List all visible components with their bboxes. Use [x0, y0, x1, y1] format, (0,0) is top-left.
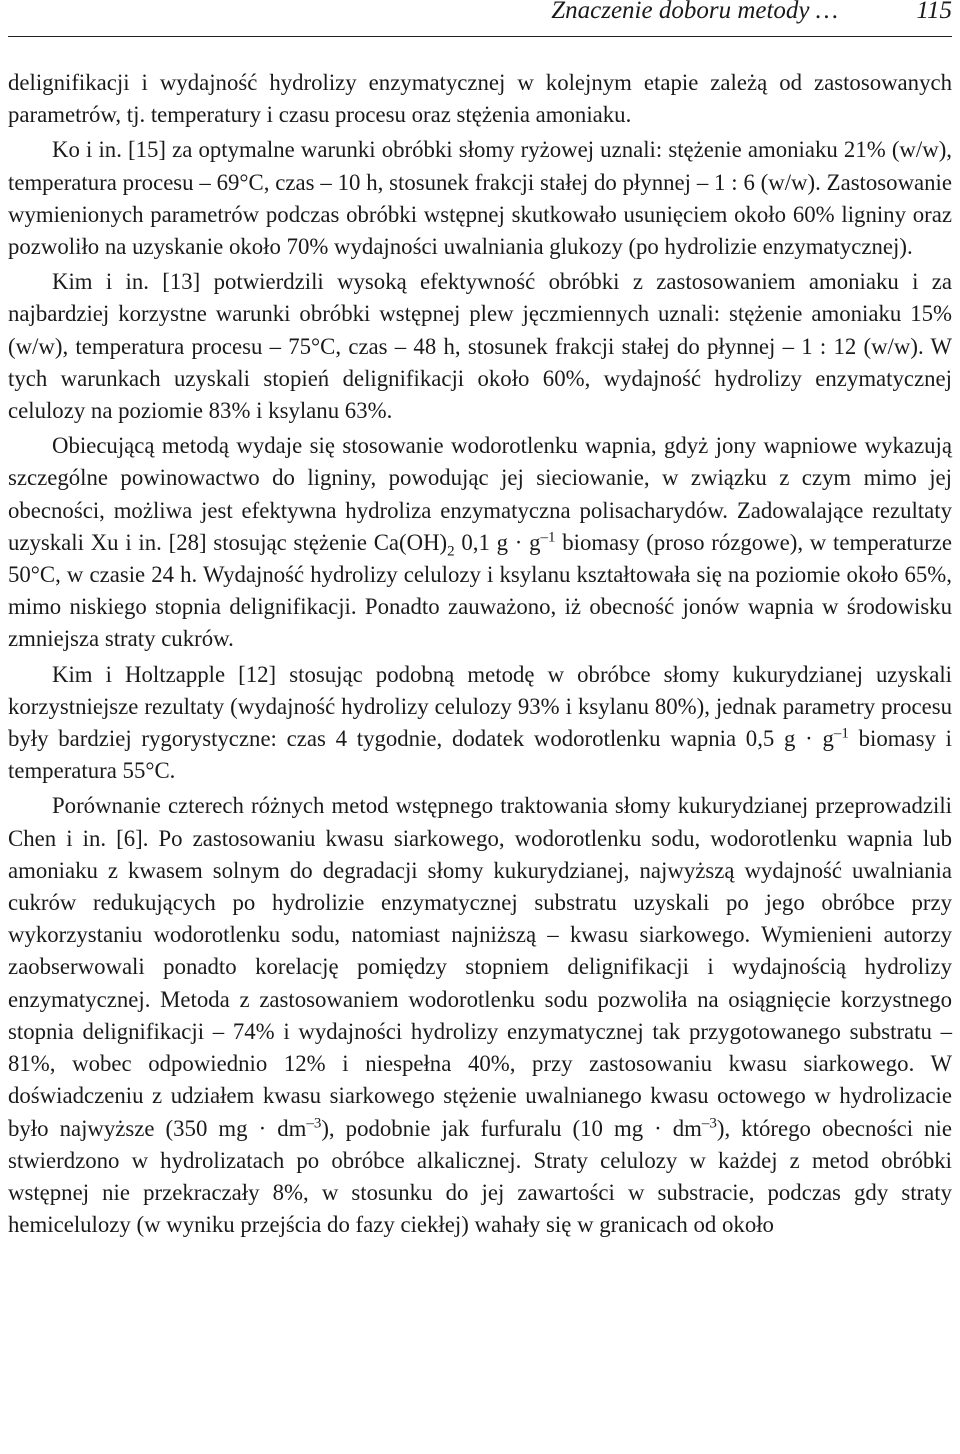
superscript-minus-1: –1	[833, 725, 849, 742]
paragraph-6-part-b: ), podobnie jak furfuralu (10 mg · dm	[321, 1115, 702, 1141]
paragraph-4-part-b: 0,1 g · g	[454, 529, 541, 555]
paragraph-4-part-a: Obiecującą metodą wydaje się stosowanie wodorotlenku wapnia, gdyż jony wapniowe wykazują szczególne powinowactwo do ligniny, powodując jej sieciowanie, w związku z czym mimo jej obecności, możliwa jest efektywna hydroliza enzymatyczna polisacharydów. Zadowalające rezultaty uzyskali Xu i in. [28] stosując stężenie Ca(OH)	[8, 433, 952, 555]
paragraph-3: Kim i in. [13] potwierdzili wysoką efektywność obróbki z zastosowaniem amoniaku i za najbardziej korzystne warunki obróbki wstępnej plew jęczmiennych uznali: stężenie amoniaku 15% (w/w), temperatura procesu – 75°C, czas – 48 h, stosunek frakcji stałej do płynnej – 1 : 12 (w/w). W tych warunkach uzyskali stopień delignifikacji około 60%, wydajność hydrolizy enzymatycznej celulozy na poziomie 83% i ksylanu 63%.	[8, 269, 952, 424]
paragraph-4-part-c: biomasy (proso rózgowe), w temperaturze 50°C, w czasie 24 h. Wydajność hydrolizy celulozy i ksylanu kształtowała się na poziomie około 65%, mimo niskiego stopnia delignifikacji. Ponadto zauważono, iż obecność jonów wapnia w środowisku zmniejsza straty cukrów.	[8, 529, 952, 652]
paragraph-4	[8, 430, 952, 655]
subscript-2: 2	[447, 543, 455, 560]
paragraph-6-part-c: ), którego obecności nie stwierdzono w hydrolizatach po obróbce alkalicznej. Straty celulozy w każdej z metod obróbki wstępnej nie przekraczały 8%, w stosunku do jej zawartości w substracie, podczas gdy straty hemicelulozy (w wyniku przejścia do fazy ciekłej) wahały się w granicach od około	[8, 1115, 952, 1238]
paragraph-5-part-b: biomasy i temperatura 55°C.	[8, 726, 952, 784]
superscript-minus-3: –3	[701, 1114, 717, 1131]
document-page	[8, 0, 952, 1244]
paragraph-6	[8, 790, 952, 1241]
paragraph-6-part-a: Porównanie czterech różnych metod wstępnego traktowania słomy kukurydzianej przeprowadzili Chen i in. [6]. Po zastosowaniu kwasu siarkowego, wodorotlenku sodu, wodorotlenku wapnia lub amoniaku z kwasem solnym do degradacji słomy kukurydzianej, najwyższą wydajność uwalniania cukrów redukujących po hydrolizie enzymatycznej substratu uzyskali po jego obróbce przy wykorzystaniu wodorotlenku sodu, natomiast najniższą – kwasu siarkowego. Wymienieni autorzy zaobserwowali ponadto korelację pomiędzy stopniem delignifikacji i wydajnością hydrolizy enzymatycznej. Metoda z zastosowaniem wodorotlenku sodu pozwoliła na osiągnięcie korzystnego stopnia delignifikacji – 74% i wydajności hydrolizy enzymatycznej tak przygotowanego substratu – 81%, wobec odpowiednio 12% i niespełna 40%, przy zastosowaniu kwasu siarkowego. W doświadczeniu z udziałem kwasu siarkowego stężenie uwalnianego kwasu octowego w hydrolizacie było najwyższe (350 mg · dm	[8, 793, 952, 1141]
running-title: Znaczenie doboru metody …	[551, 0, 838, 24]
superscript-minus-1: –1	[540, 529, 556, 546]
paragraph-1: delignifikacji i wydajność hydrolizy enzymatycznej w kolejnym etapie zależą od zastosowanych parametrów, tj. temperatury i czasu procesu oraz stężenia amoniaku.	[8, 70, 952, 128]
paragraph-2: Ko i in. [15] za optymalne warunki obróbki słomy ryżowej uznali: stężenie amoniaku 21% (w/w), temperatura procesu – 69°C, czas – 10 h, stosunek frakcji stałej do płynnej – 1 : 6 (w/w). Zastosowanie wymienionych parametrów podczas obróbki wstępnej skutkowało usunięciem około 60% ligniny oraz pozwoliło na uzyskanie około 70% wydajności uwalniania glukozy (po hydrolizie enzymatycznej).	[8, 137, 952, 260]
page-number: 115	[916, 0, 952, 24]
superscript-minus-3: –3	[306, 1114, 322, 1131]
body-text	[8, 67, 952, 1241]
paragraph-5-part-a: Kim i Holtzapple [12] stosując podobną metodę w obróbce słomy kukurydzianej uzyskali korzystniejsze rezultaty (wydajność hydrolizy celulozy 93% i ksylanu 80%), jednak parametry procesu były bardziej rygorystyczne: czas 4 tygodnie, dodatek wodorotlenku wapnia 0,5 g · g	[8, 661, 952, 752]
paragraph-5	[8, 659, 952, 788]
page-header	[8, 0, 952, 37]
